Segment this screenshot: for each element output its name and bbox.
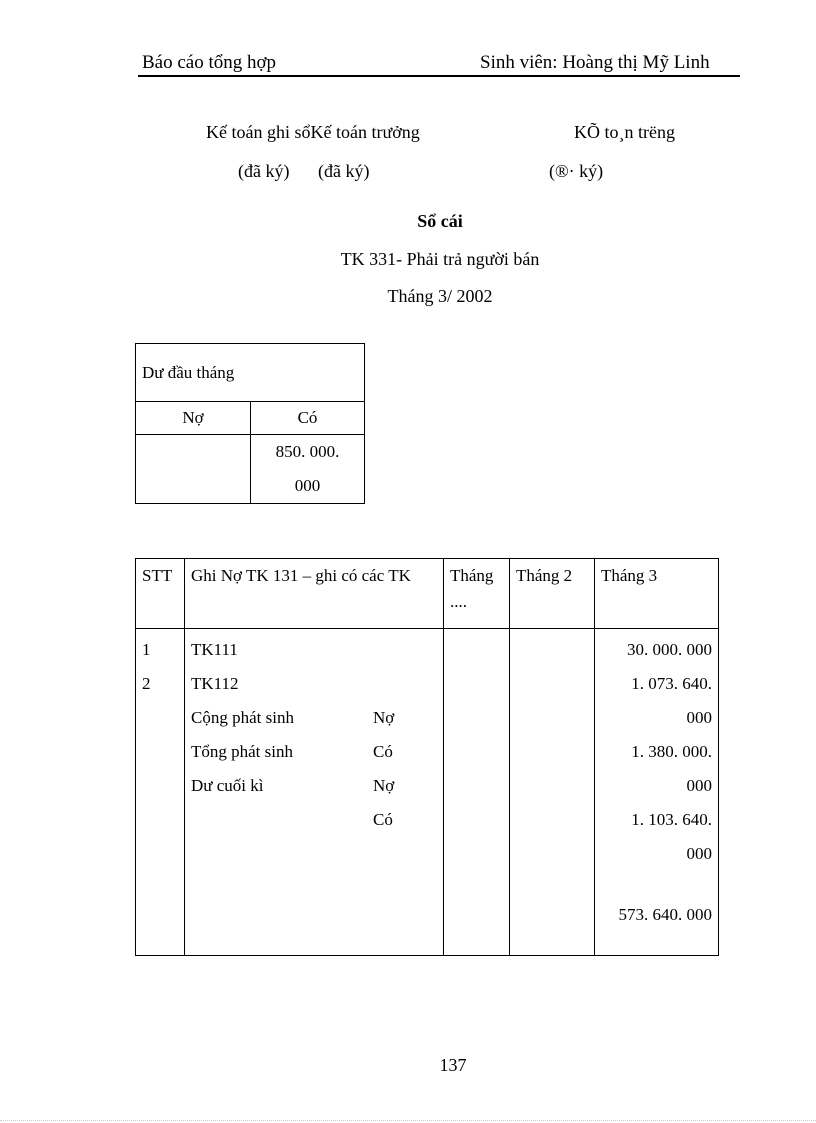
month-3-column (595, 629, 719, 956)
month-2-column (510, 629, 595, 956)
page-bottom-rule (0, 1120, 816, 1121)
header-right: Sinh viên: Hoàng thị Mỹ Linh (480, 52, 710, 73)
summary-row: Cộng phát sinh Nợ (191, 708, 395, 727)
signed-label-3: (®· ký) (549, 161, 604, 181)
month-3-value: 000 (686, 776, 712, 795)
description-column (185, 629, 444, 956)
header-month-2: Tháng 2 (510, 559, 595, 629)
page-number: 137 (439, 1055, 467, 1075)
credit-header: Có (251, 402, 365, 435)
debit-value (136, 435, 251, 504)
header-month-3: Tháng 3 (595, 559, 719, 629)
month-3-value: 000 (686, 708, 712, 727)
account-title: TK 331- Phải trả người bán (340, 249, 540, 269)
account-row-tk111: TK111 (191, 640, 238, 659)
signed-label-2: (đã ký) (318, 161, 370, 181)
header-rule (138, 75, 740, 77)
signed-label-1: (đã ký) (238, 161, 290, 181)
signature-accountant: Kế toán ghi sổKế toán trưởng (206, 122, 420, 142)
account-row-tk112: TK112 (191, 674, 239, 693)
month-3-value: 573. 640. 000 (618, 905, 712, 924)
document-title: Sổ cái (417, 211, 463, 231)
stt-column (136, 629, 185, 956)
ledger-table (135, 558, 719, 956)
summary-row: Tổng phát sinh Có (191, 742, 393, 761)
header-description: Ghi Nợ TK 131 – ghi có các TK (185, 559, 444, 629)
month-3-value: 1. 380. 000. (631, 742, 712, 761)
header-left: Báo cáo tổng hợp (142, 52, 277, 73)
debit-header: Nợ (136, 402, 251, 435)
summary-row: Dư cuối kì Nợ (191, 776, 395, 795)
opening-balance-label: Dư đầu tháng (136, 344, 365, 402)
month-3-value: 1. 103. 640. (631, 810, 712, 829)
opening-balance-table (135, 343, 365, 504)
stt-2: 2 (142, 674, 151, 693)
month-dots-column (444, 629, 510, 956)
summary-row: Có (373, 810, 393, 829)
month-3-value: 000 (686, 844, 712, 863)
signature-director: KÕ to¸n trëng (574, 122, 675, 142)
header-stt: STT (136, 559, 185, 629)
period-title: Tháng 3/ 2002 (387, 286, 493, 306)
header-month-dots: Tháng .... (444, 559, 510, 629)
month-3-value: 1. 073. 640. (631, 674, 712, 693)
stt-1: 1 (142, 640, 151, 659)
credit-value: 850. 000. 000 (251, 435, 365, 504)
month-3-value: 30. 000. 000 (627, 640, 712, 659)
